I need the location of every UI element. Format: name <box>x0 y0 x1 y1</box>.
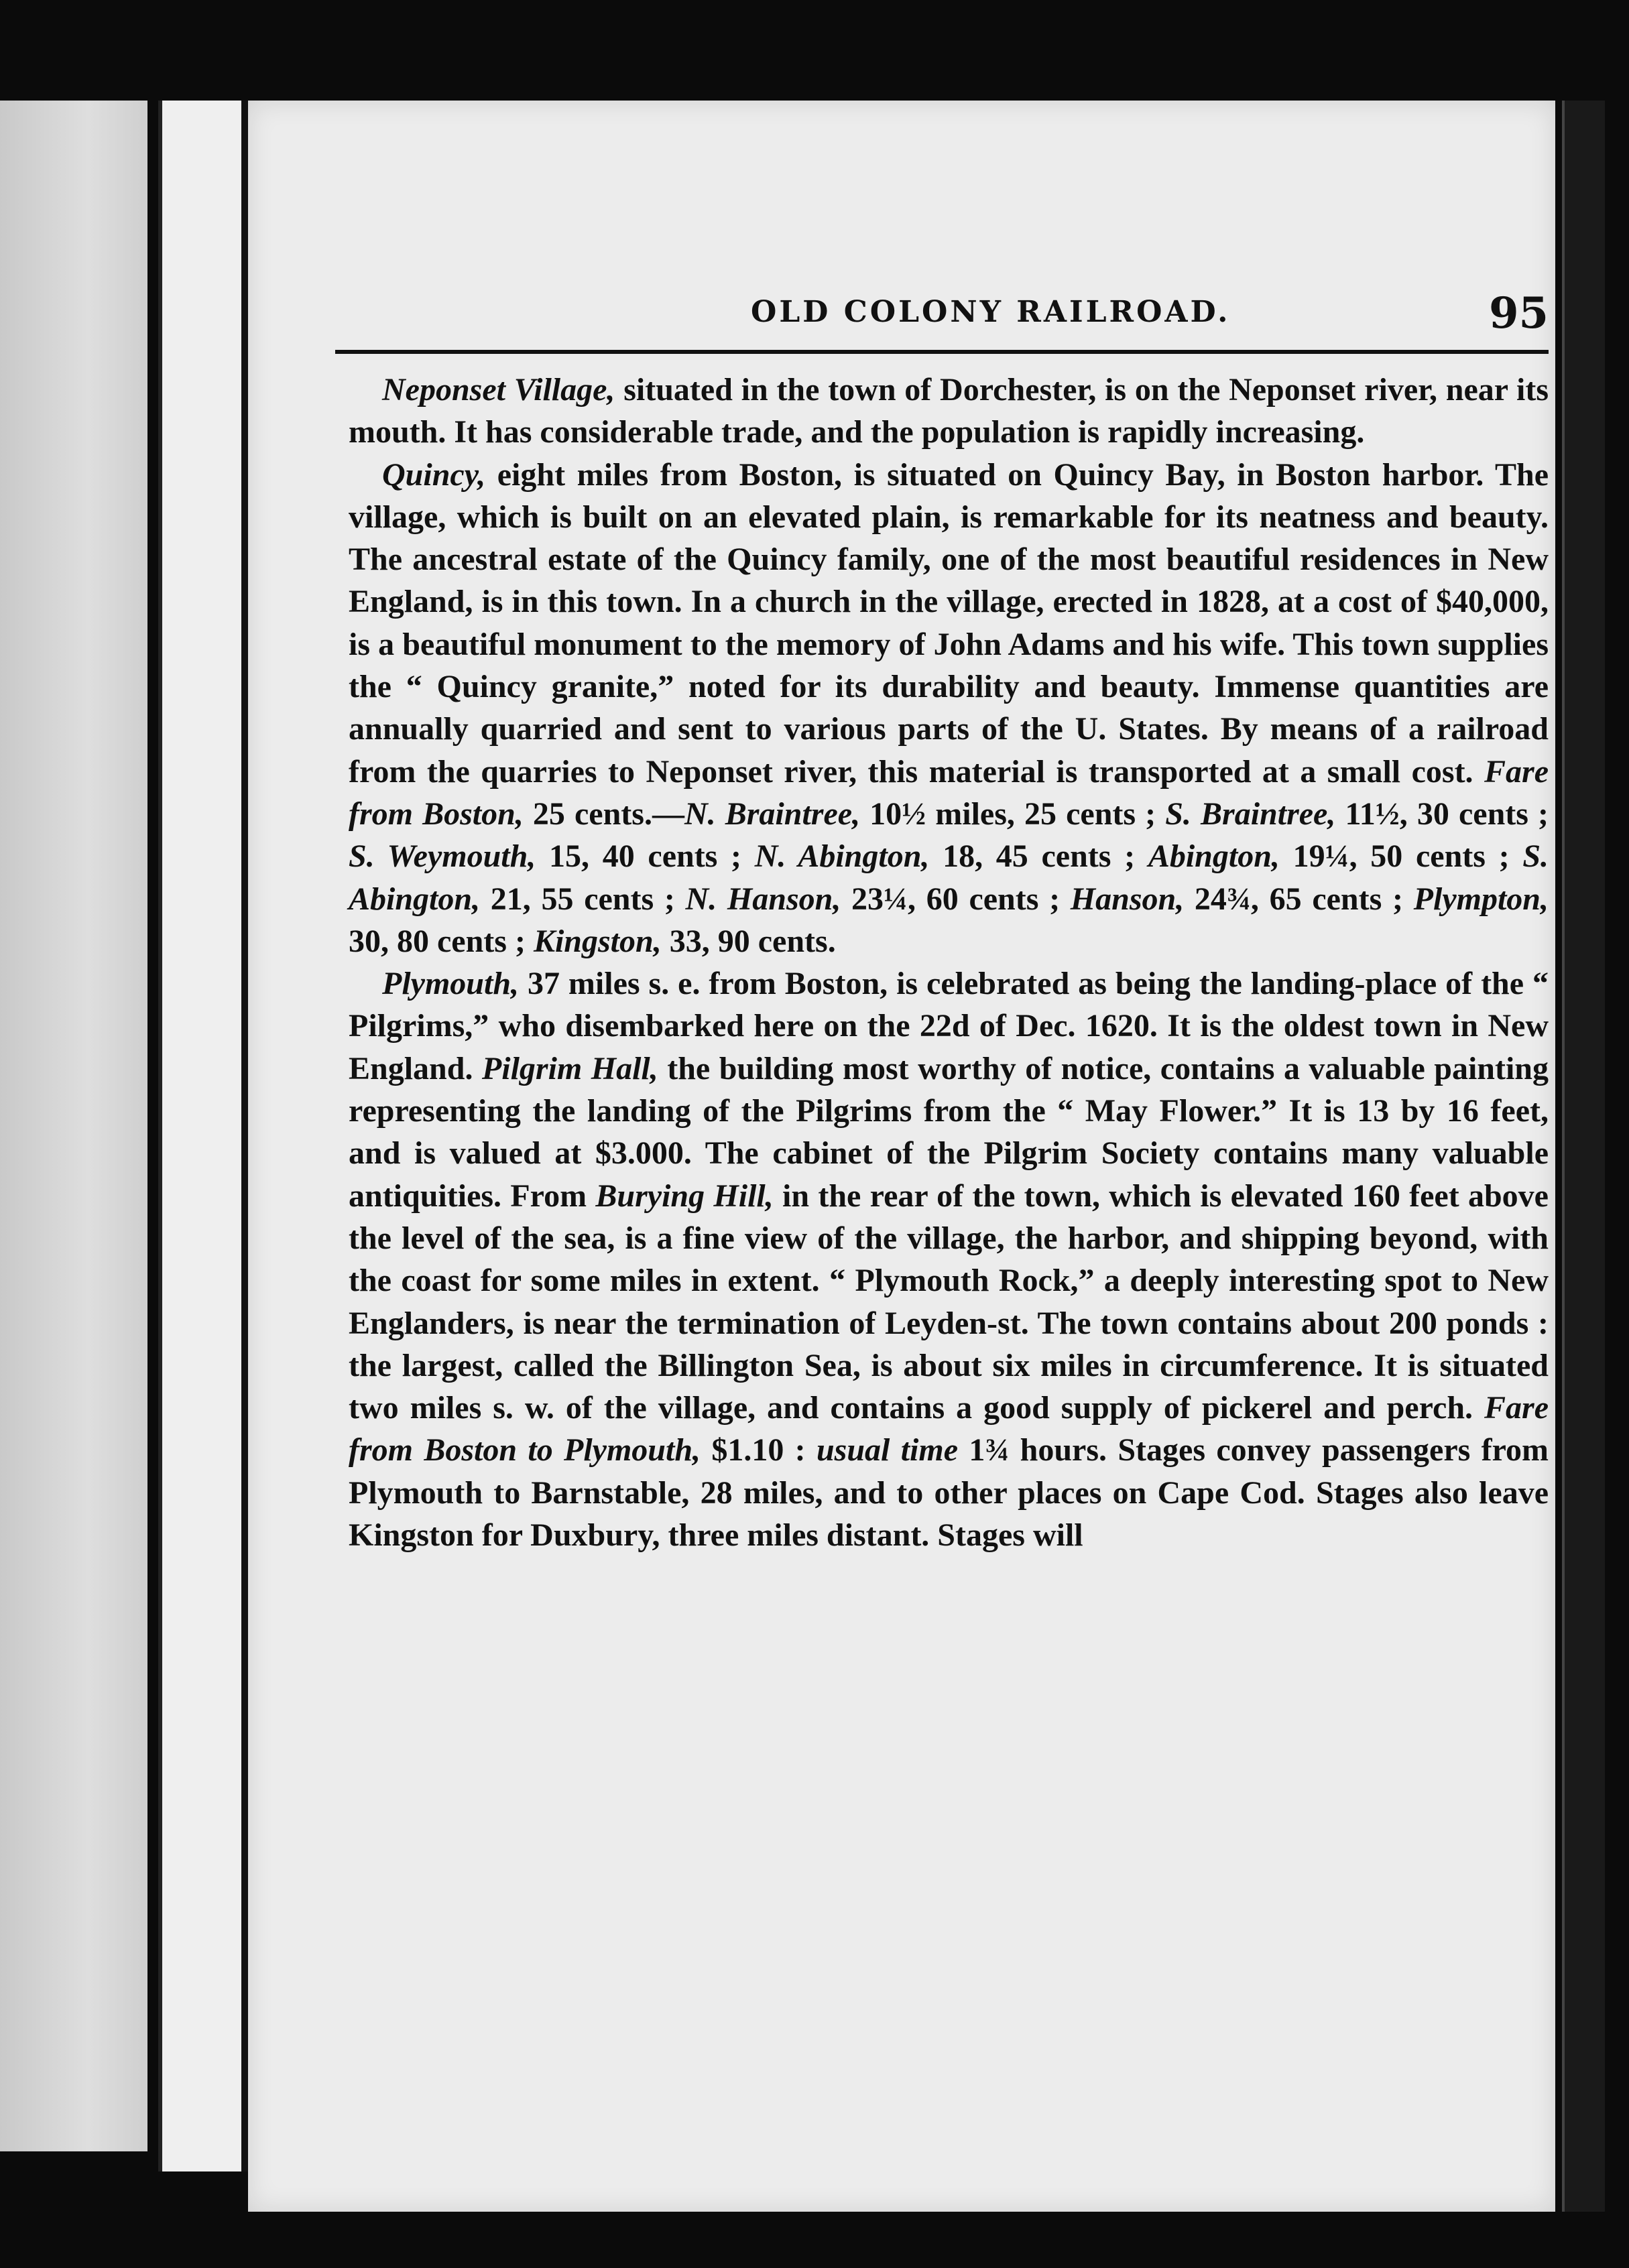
text-run: eight miles from Boston, is situated on Quincy Bay, in Boston harbor. The village, which is built on an elevated plain, is remarkable for its neatness and beauty. The ancestral estate of the Quincy family, one of the most beautiful residences in New England, is in this town. In a church in the village, erected in 1828, at a cost of $40,000, is a beautiful monument to the memory of John Adams and his wife. This town supplies the “ Quincy granite,” noted for its durability and beauty. Immense quantities are annually quarried and sent to various parts of the U. States. By means of a railroad from the quarries to Neponset river, this material is transported at a small cost. <box>349 456 1549 790</box>
text-run: 18, 45 cents ; <box>929 838 1148 875</box>
italic-run: N. Abington, <box>754 838 930 875</box>
italic-run: Quincy, <box>382 456 486 493</box>
italic-run: Fare from Boston, <box>349 753 1549 832</box>
paragraph <box>349 962 1549 1556</box>
text-run: 30, 80 cents ; <box>349 923 534 959</box>
italic-run: Plymouth, <box>382 966 520 1002</box>
italic-run: N. Hanson, <box>685 881 841 917</box>
text-run: situated in the town of Dorchester, is on the Neponset river, near its mouth. It has considerable trade, and the population is rapidly increasing. <box>349 372 1549 450</box>
italic-run: Kingston, <box>533 923 662 959</box>
text-run: the building most worthy of notice, contains a valuable painting representing the landing of the Pilgrims from the “ May Flower.” It is 13 by 16 feet, and is valued at $3.000. The cabinet of the Pilgrim Society contains many valuable antiquities. From <box>349 1050 1549 1214</box>
text-run: $1.10 : <box>701 1432 817 1468</box>
text-run: 19¼, 50 cents ; <box>1279 838 1523 875</box>
italic-run: usual time <box>816 1432 959 1468</box>
italic-run: Burying Hill, <box>595 1178 774 1214</box>
text-run: in the rear of the town, which is elevated 160 feet above the level of the sea, is a fine view of the village, the harbor, and shipping beyond, with the coast for some miles in extent. “ Plymouth Rock,” a deeply interesting spot to New Englanders, is near the termination of Leyden-st. The town contains about 200 ponds : the largest, called the Billington Sea, is about six miles in circumference. It is situated two miles s. w. of the village, and contains a good supply of pickerel and perch. <box>349 1178 1549 1426</box>
italic-run: S. Braintree, <box>1165 796 1336 832</box>
paragraph <box>349 369 1549 454</box>
italic-run: Neponset Village, <box>382 372 615 407</box>
italic-run: Hanson, <box>1070 881 1185 917</box>
text-run: 23¼, 60 cents ; <box>841 881 1071 917</box>
text-run: 10½ miles, 25 cents ; <box>860 796 1166 832</box>
running-title: OLD COLONY RAILROAD. <box>751 295 1231 329</box>
page-number: 95 <box>1488 288 1549 338</box>
italic-run: Fare from Boston to Plymouth, <box>349 1390 1549 1468</box>
header-rule <box>335 350 1549 354</box>
book-page <box>248 101 1555 2212</box>
italic-run: Plympton, <box>1413 881 1549 917</box>
italic-run: S. Weymouth, <box>349 838 536 875</box>
text-run: 1¾ hours. Stages convey passengers from Plymouth to Barnstable, 28 miles, and to other places on Cape Cod. Stages also leave Kingston for Duxbury, three miles distant. Stages will <box>349 1432 1549 1554</box>
text-run: 25 cents.— <box>523 796 684 832</box>
text-run: 11½, 30 cents ; <box>1335 796 1549 832</box>
text-run: 24¾, 65 cents ; <box>1184 881 1414 917</box>
book-gutter <box>158 101 248 2171</box>
facing-page-edge <box>0 101 147 2151</box>
body-text <box>349 369 1549 1556</box>
text-run: 37 miles s. e. from Boston, is celebrated as being the landing-place of the “ Pilgrims,” who disembarked here on the 22d of Dec. 1620. It is the oldest town in New England. <box>349 966 1549 1086</box>
paragraph <box>349 454 1549 963</box>
page-edge-shadow <box>1562 101 1605 2212</box>
text-run: 21, 55 cents ; <box>480 881 686 917</box>
text-run: 15, 40 cents ; <box>536 838 755 875</box>
text-run: 33, 90 cents. <box>661 923 836 959</box>
italic-run: Pilgrim Hall, <box>481 1050 658 1086</box>
italic-run: N. Braintree, <box>684 796 861 832</box>
page-header <box>349 288 1549 349</box>
italic-run: Abington, <box>1148 838 1280 875</box>
italic-run: S. Abington, <box>349 838 1549 917</box>
